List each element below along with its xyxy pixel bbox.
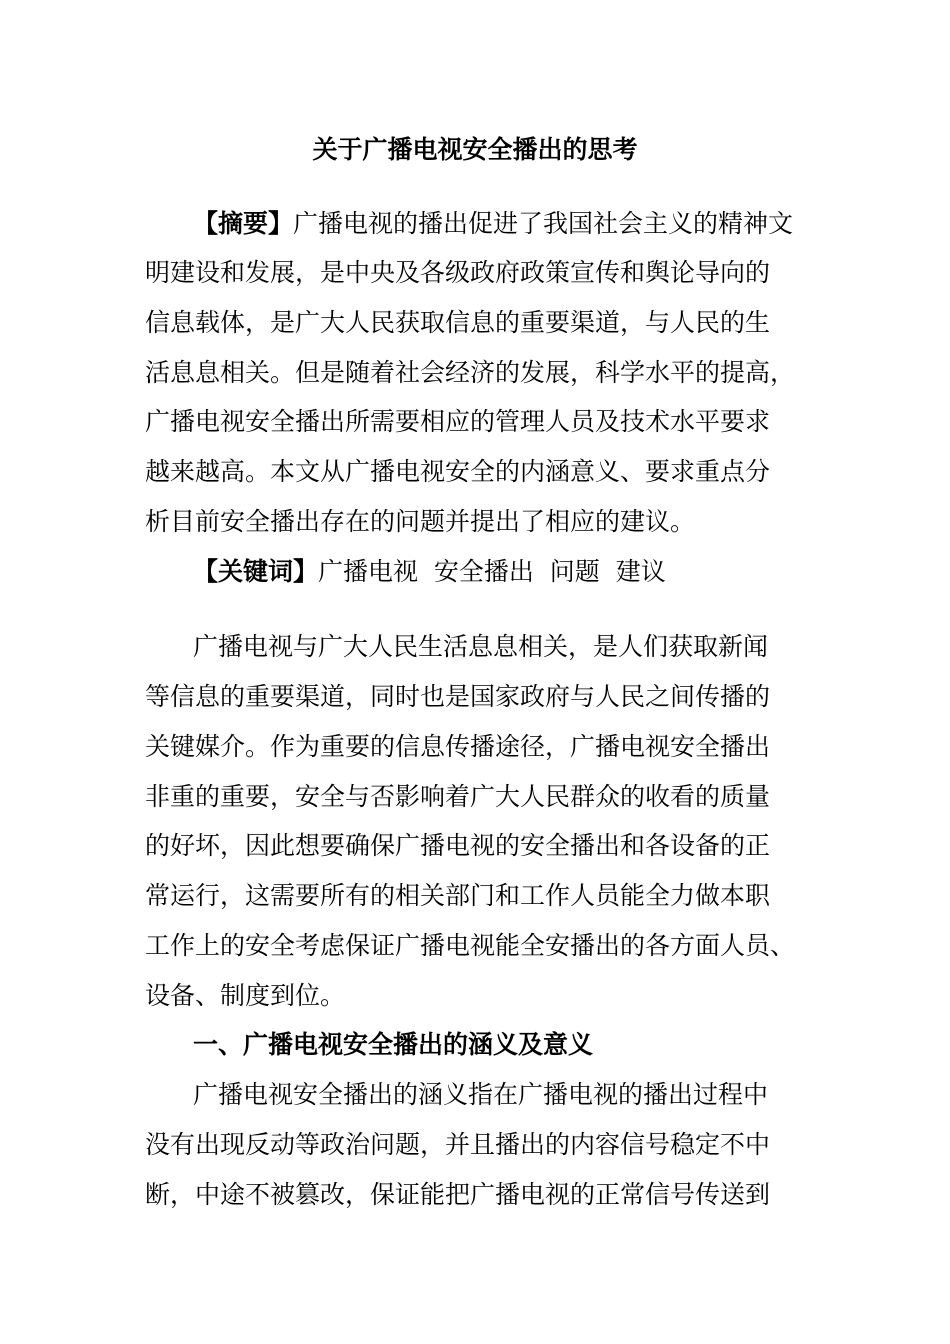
intro-line-7: 工作上的安全考虑保证广播电视能全安播出的各方面人员、 [145, 931, 796, 960]
abstract-line-7: 析目前安全播出存在的问题并提出了相应的建议。 [145, 507, 696, 536]
section-1-line-2: 没有出现反动等政治问题，并且播出的内容信号稳定不中 [145, 1130, 771, 1159]
intro-line-2: 等信息的重要渠道，同时也是国家政府与人民之间传播的 [145, 682, 771, 711]
intro-line-6: 常运行，这需要所有的相关部门和工作人员能全力做本职 [145, 881, 771, 910]
keywords-line [193, 555, 666, 589]
abstract-line-4: 活息息相关。但是随着社会经济的发展，科学水平的提高， [145, 358, 796, 387]
abstract-line-3: 信息载体，是广大人民获取信息的重要渠道，与人民的生 [145, 308, 771, 337]
abstract-line-1 [193, 207, 793, 241]
intro-line-8: 设备、制度到位。 [145, 981, 346, 1010]
section-1-line-1: 广播电视安全播出的涵义指在广播电视的播出过程中 [193, 1080, 769, 1109]
abstract-text-1: 广播电视的播出促进了我国社会主义的精神文 [293, 209, 794, 238]
section-1-heading: 一、广播电视安全播出的涵义及意义 [193, 1030, 594, 1059]
abstract-line-5: 广播电视安全播出所需要相应的管理人员及技术水平要求 [145, 407, 771, 436]
abstract-line-2: 明建设和发展，是中央及各级政府政策宣传和舆论导向的 [145, 258, 771, 287]
intro-line-1: 广播电视与广大人民生活息息相关，是人们获取新闻 [193, 632, 769, 661]
document-title: 关于广播电视安全播出的思考 [312, 135, 638, 164]
intro-line-5: 的好坏，因此想要确保广播电视的安全播出和各设备的正 [145, 831, 771, 860]
intro-line-4: 非重的重要，安全与否影响着广大人民群众的收看的质量 [145, 782, 771, 811]
intro-line-3: 关键媒介。作为重要的信息传播途径，广播电视安全播出 [145, 732, 771, 761]
section-1-line-3: 断，中途不被篡改，保证能把广播电视的正常信号传送到 [145, 1180, 771, 1209]
keywords-label: 【关键词】 [193, 557, 319, 586]
abstract-label: 【摘要】 [193, 209, 294, 238]
keywords-text: 广播电视 安全播出 问题 建议 [318, 557, 666, 586]
abstract-line-6: 越来越高。本文从广播电视安全的内涵意义、要求重点分 [145, 457, 771, 486]
